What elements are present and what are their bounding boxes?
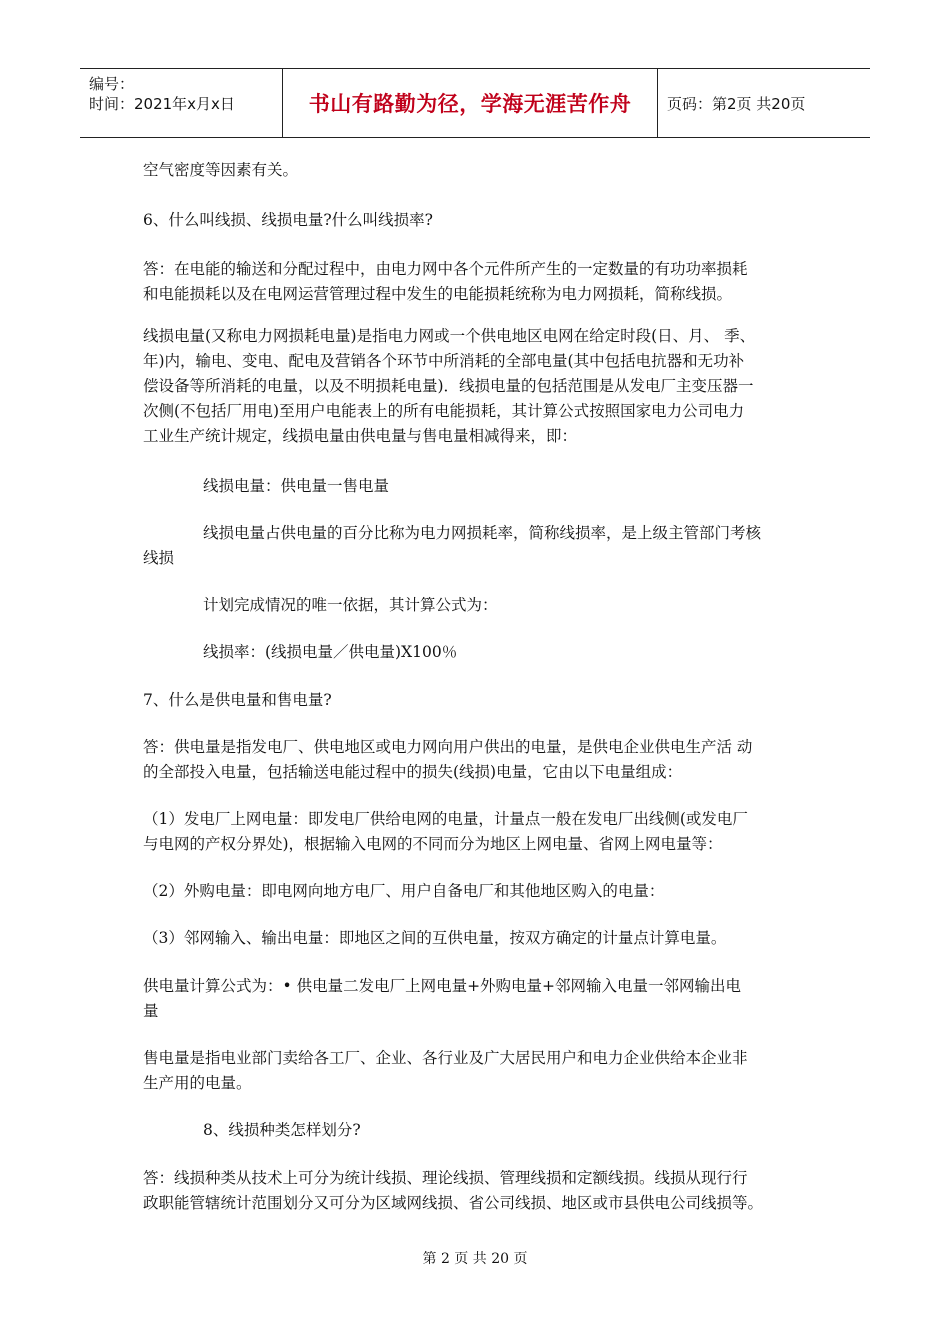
question-heading: 7、什么是供电量和售电量?: [143, 691, 332, 709]
text-line: 答：线损种类从技术上可分为统计线损、理论线损、管理线损和定额线损。线损从现行行: [143, 1169, 748, 1187]
header-motto-cell: [282, 69, 658, 137]
list-item: （3）邻网输入、输出电量：即地区之间的互供电量，按双方确定的计量点计算电量。: [143, 929, 727, 947]
text-line: 计划完成情况的唯一依据，其计算公式为：: [203, 596, 498, 614]
header-meta: [80, 69, 282, 137]
text-line: 线损电量占供电量的百分比称为电力网损耗率，简称线损率，是上级主管部门考核: [203, 524, 762, 542]
text-line: 年)内，输电、变电、配电及营销各个环节中所消耗的全部电量(其中包括电抗器和无功补: [143, 352, 745, 370]
header-page-number: 页码：第2页 共20页: [667, 94, 806, 113]
text-line: 的全部投入电量，包括输送电能过程中的损失(线损)电量，它由以下电量组成：: [143, 763, 683, 781]
formula-line: 供电量计算公式为：• 供电量二发电厂上网电量+外购电量+邻网输入电量一邻网输出电: [143, 977, 742, 995]
text-line: 量: [143, 1002, 159, 1020]
page-header: [80, 68, 870, 138]
header-page-cell: [657, 69, 870, 137]
list-item: （2）外购电量：即电网向地方电厂、用户自备电厂和其他地区购入的电量：: [143, 882, 665, 900]
list-item: （1）发电厂上网电量：即发电厂供给电网的电量，计量点一般在发电厂出线侧(或发电厂: [143, 810, 748, 828]
text-line: 工业生产统计规定，线损电量由供电量与售电量相减得来，即：: [143, 427, 578, 445]
formula-line: 线损电量：供电量一售电量: [203, 477, 390, 495]
document-number: 编号：: [89, 75, 135, 93]
text-line: 空气密度等因素有关。: [143, 161, 299, 179]
text-line: 售电量是指电业部门卖给各工厂、企业、各行业及广大居民用户和电力企业供给本企业非: [143, 1049, 748, 1067]
text-line: 答：供电量是指发电厂、供电地区或电力网向用户供出的电量，是供电企业供电生产活 动: [143, 738, 753, 756]
text-line: 线损电量(又称电力网损耗电量)是指电力网或一个供电地区电网在给定时段(日、月、 季、: [143, 327, 756, 345]
text-line: 与电网的产权分界处)，根据输入电网的不同而分为地区上网电量、省网上网电量等：: [143, 835, 723, 853]
document-date: 时间：2021年x月x日: [89, 95, 235, 113]
page-footer: 第 2 页 共 20 页: [422, 1251, 528, 1267]
question-heading: 8、线损种类怎样划分?: [203, 1121, 361, 1139]
text-line: 和电能损耗以及在电网运营管理过程中发生的电能损耗统称为电力网损耗，简称线损。: [143, 285, 733, 303]
text-line: 生产用的电量。: [143, 1074, 252, 1092]
formula-line: 线损率：(线损电量／供电量)X100％: [203, 643, 458, 661]
text-line: 线损: [143, 549, 175, 567]
text-line: 政职能管辖统计范围划分又可分为区域网线损、省公司线损、地区或市县供电公司线损等。: [143, 1194, 764, 1212]
text-line: 偿设备等所消耗的电量，以及不明损耗电量)．线损电量的包括范围是从发电厂主变压器一: [143, 377, 754, 395]
text-line: 答：在电能的输送和分配过程中，由电力网中各个元件所产生的一定数量的有功功率损耗: [143, 260, 748, 278]
header-motto: 书山有路勤为径，学海无涯苦作舟: [308, 92, 632, 116]
text-line: 次侧(不包括厂用电)至用户电能表上的所有电能损耗，其计算公式按照国家电力公司电力: [143, 402, 745, 420]
question-heading: 6、什么叫线损、线损电量?什么叫线损率?: [143, 211, 433, 229]
